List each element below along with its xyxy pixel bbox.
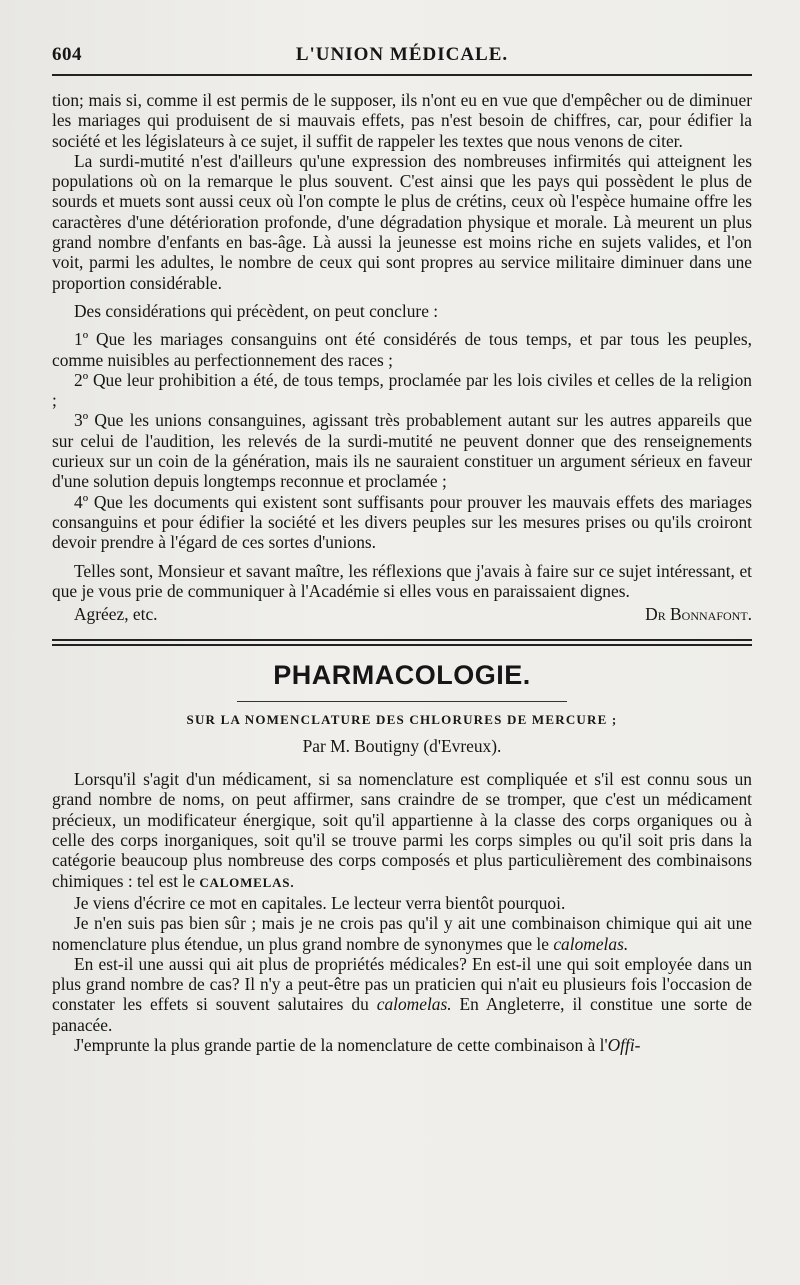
paragraph-text: En Angleterre, il constitue une sorte de panacée. xyxy=(52,994,752,1035)
article-paragraph: Je viens d'écrire ce mot en capitales. Le lecteur verra bientôt pourquoi. xyxy=(74,892,566,913)
paragraph-text: Je n'en suis pas bien sûr ; mais je ne crois pas qu'il y ait une combinaison chimique qui ait une nomenclature plus étendue, un plus grand nombre de synonymes que le xyxy=(52,913,752,954)
italic-term: Offi- xyxy=(607,1034,641,1055)
letter-paragraph: Des considérations qui précèdent, on peut conclure : xyxy=(74,300,439,321)
letter-body xyxy=(52,90,752,625)
conclusion-item: 3º Que les unions consanguines, agissant très probablement autant sur les autres appareils que sur celui de l'audition, les relevés de la surdi-mutité ne peuvent donner que des renseignements curieux sur un coin de la génération, mais ils ne sauraient constituer un argument sérieux en faveur d'une solution depuis longtemps reconnue et proclamée ; xyxy=(52,410,752,492)
letter-signoff xyxy=(52,603,752,625)
article-paragraph xyxy=(52,913,752,954)
conclusion-item: 1º Que les mariages consanguins ont été considérés de tous temps, et par tous les peuples, comme nuisibles au perfectionnement des races ; xyxy=(52,329,752,370)
paragraph-text: J'emprunte la plus grande partie de la nomenclature de cette combinaison à l' xyxy=(74,1034,608,1055)
article-paragraph xyxy=(52,1035,752,1055)
page-number: 604 xyxy=(52,44,82,65)
letter-paragraph: La surdi-mutité n'est d'ailleurs qu'une expression des nombreuses infirmités qui atteignent les populations où on la remarque le plus souvent. C'est ainsi que les pays qui possèdent le plus de sourds et muets sont aussi ceux où l'on compte le plus de crétins, ceux où l'espèce humaine offre les caractères d'une détérioration profonde, d'une dégradation physique et morale. Là meurent un plus grand nombre d'enfants en bas-âge. Là aussi la jeunesse est moins riche en sujets valides, et l'on voit, parmi les adultes, le nombre de ceux qui sont propres au service militaire diminuer dans une proportion considérable. xyxy=(52,150,752,293)
title-underline xyxy=(237,701,567,702)
article-author: Par M. Boutigny (d'Evreux). xyxy=(302,736,502,757)
closing-formula: Agréez, etc. xyxy=(74,604,158,625)
article-title: SUR LA NOMENCLATURE DES CHLORURES DE MERCURE ; xyxy=(186,712,618,728)
article-paragraph xyxy=(52,769,752,893)
calomelas-caps: CALOMELAS. xyxy=(199,874,295,890)
journal-title: L'UNION MÉDICALE. xyxy=(295,44,509,65)
article-body xyxy=(52,769,752,1055)
section-divider xyxy=(52,639,752,646)
author-signature: Dr Bonnafont. xyxy=(645,604,752,625)
letter-paragraph: tion; mais si, comme il est permis de le supposer, ils n'ont eu en vue que d'empêcher ou de diminuer les mariages qui produisent de si mauvais effets, pas n'est besoin de chiffres, car, pour édifier la société et les législateurs à ce sujet, il suffit de rappeler les textes que nous venons de citer. xyxy=(52,90,752,151)
conclusion-item: 2º Que leur prohibition a été, de tous temps, proclamée par les lois civiles et celles de la religion ; xyxy=(52,369,752,411)
italic-term: calomelas. xyxy=(553,933,629,954)
conclusion-item: 4º Que les documents qui existent sont suffisants pour prouver les mauvais effets des mariages consanguins et pour édifier la société et les divers peuples sur les mesures prises ou qu'ils croiront devoir prendre à l'égard de ces sortes d'unions. xyxy=(52,491,752,553)
letter-paragraph: Telles sont, Monsieur et savant maître, les réflexions que j'avais à faire sur ce sujet intéressant, et que je vous prie de communiquer à l'Académie si elles vous en paraissaient dignes. xyxy=(52,560,752,601)
italic-term: calomelas. xyxy=(376,994,452,1015)
paragraph-text: Lorsqu'il s'agit d'un médicament, si sa nomenclature est compliquée et s'il est connu sous un grand nombre de noms, on peut affirmer, sans craindre de se tromper, que c'est un médicament précieux, un modificateur énergique, soit qu'il appartienne à la classe des corps organiques ou à celle des corps inorganiques, soit qu'il se trouve parmi les corps simples ou qu'il soit pris dans la catégorie beaucoup plus nombreuse des corps composés et plus particulièrement des combinaisons chimiques : tel est le xyxy=(52,769,752,891)
paragraph-text: En est-il une aussi qui ait plus de propriétés médicales? En est-il une qui soit employée dans un plus grand nombre de cas? Il n'y a peut-être pas un praticien qui n'ait eu plusieurs fois l'occasion de constater les effets si souvent salutaires du xyxy=(52,953,752,1015)
article-paragraph xyxy=(52,954,752,1035)
running-head xyxy=(52,40,752,76)
section-title: PHARMACOLOGIE. xyxy=(273,660,531,691)
